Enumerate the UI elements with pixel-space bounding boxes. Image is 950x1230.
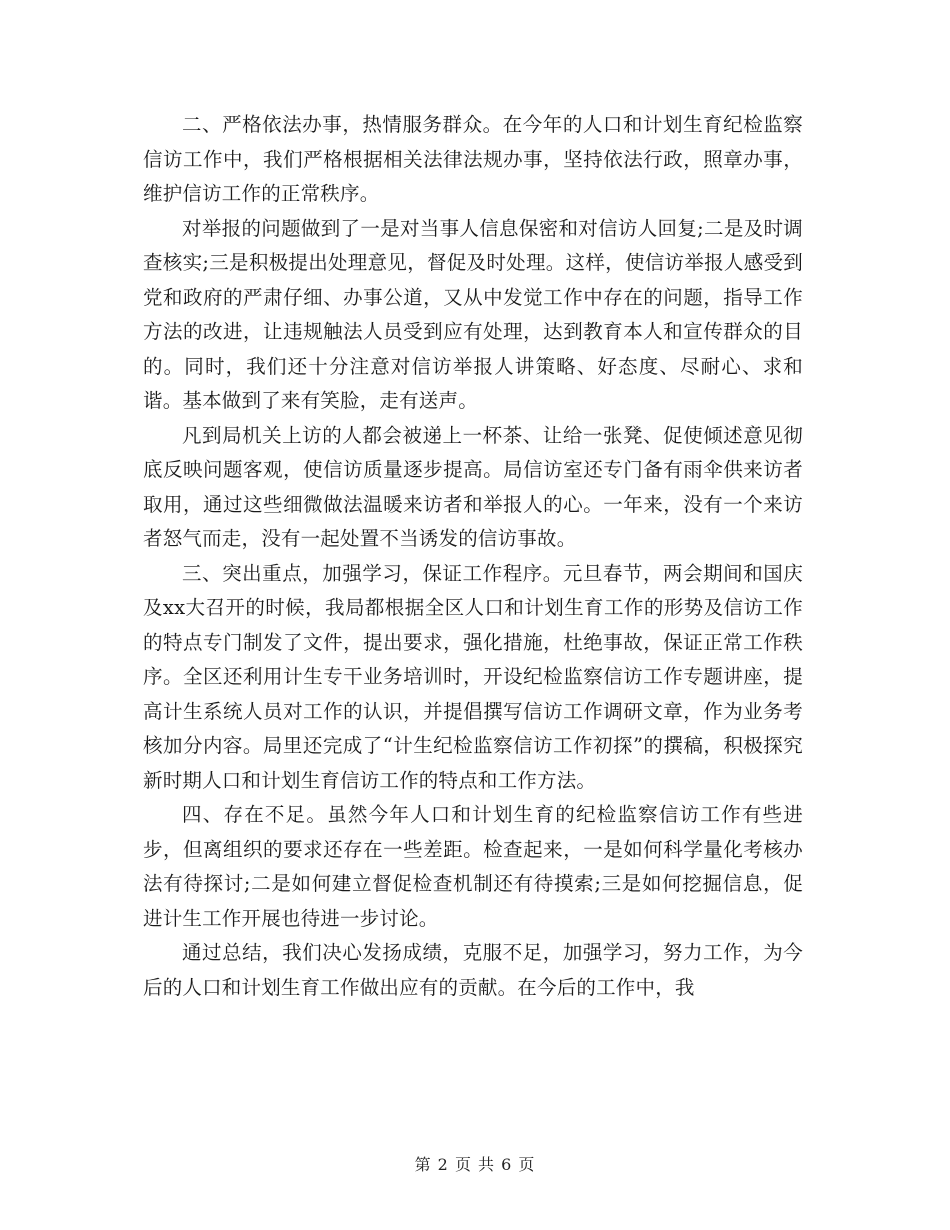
paragraph-shortcomings: 四、存在不足。虽然今年人口和计划生育的纪检监察信访工作有些进步，但离组织的要求还存在一些差距。检查起来，一是如何科学量化考核办法有待探讨;二是如何建立督促检查机制还有待摸索;三是如何挖掘信息，促进计生工作开展也待进一步讨论。 <box>143 803 803 930</box>
paragraph-report-handling: 对举报的问题做到了一是对当事人信息保密和对信访人回复;二是及时调查核实;三是积极提出处理意见，督促及时处理。这样，使信访举报人感受到党和政府的严肃仔细、办事公道，又从中发觉工作中存在的问题，指导工作方法的改进，让违规触法人员受到应有处理，达到教育本人和宣传群众的目的。同时，我们还十分注意对信访举报人讲策略、好态度、尽耐心、求和谐。基本做到了来有笑脸，走有送声。 <box>143 216 803 412</box>
document-body <box>143 108 803 1005</box>
page-number-footer: 第 2 页 共 6 页 <box>414 1155 536 1174</box>
paragraph-key-points: 三、突出重点，加强学习，保证工作程序。元旦春节，两会期间和国庆及xx大召开的时候，我局都根据全区人口和计划生育工作的形势及信访工作的特点专门制发了文件，提出要求，强化措施，杜绝事故，保证正常工作秩序。全区还利用计生专干业务培训时，开设纪检监察信访工作专题讲座，提高计生系统人员对工作的认识，并提倡撰写信访工作调研文章，作为业务考核加分内容。局里还完成了“计生纪检监察信访工作初探”的撰稿，积极探究新时期人口和计划生育信访工作的特点和工作方法。 <box>143 561 803 792</box>
paragraph-visitor-service: 凡到局机关上访的人都会被递上一杯茶、让给一张凳、促使倾述意见彻底反映问题客观，使信访质量逐步提高。局信访室还专门备有雨伞供来访者取用，通过这些细微做法温暖来访者和举报人的心。一年来，没有一个来访者怒气而走，没有一起处置不当诱发的信访事故。 <box>143 423 803 550</box>
paragraph-conclusion: 通过总结，我们决心发扬成绩，克服不足，加强学习，努力工作，为今后的人口和计划生育工作做出应有的贡献。在今后的工作中，我 <box>143 941 803 999</box>
paragraph-enforce-law: 二、严格依法办事，热情服务群众。在今年的人口和计划生育纪检监察信访工作中，我们严格根据相关法律法规办事，坚持依法行政，照章办事，维护信访工作的正常秩序。 <box>143 113 803 205</box>
